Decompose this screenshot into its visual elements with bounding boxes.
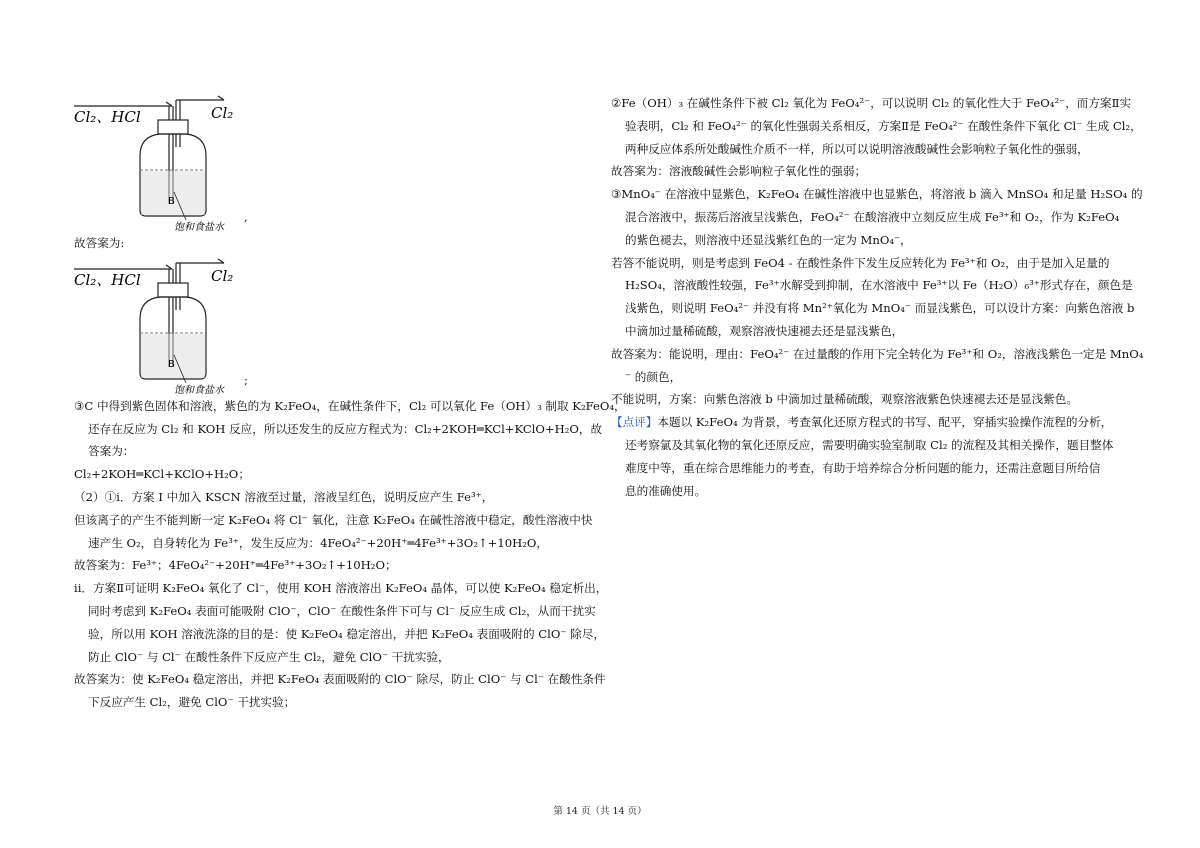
text-line: 两种反应体系所处酸碱性介质不一样，所以可以说明溶液酸碱性会影响粒子氧化性的强弱，: [625, 141, 1089, 156]
text-line: ②Fe（OH）₃ 在碱性条件下被 Cl₂ 氧化为 FeO₄²⁻，可以说明 Cl₂ 的氧化性大于 FeO₄²⁻，而方案Ⅱ实: [611, 96, 1132, 110]
text-line: 难度中等，重在综合思维能力的考查，有助于培养综合分析问题的能力，还需注意题目所给信: [625, 460, 1101, 475]
text-line: 但该离子的产生不能判断一定 K₂FeO₄ 将 Cl⁻ 氧化，注意 K₂FeO₄ 在碱性溶液中稳定，酸性溶液中快: [74, 512, 593, 527]
page-footer: 第 14 页（共 14 页）: [553, 806, 647, 817]
label-solution: 饱和食盐水: [174, 222, 224, 232]
comment-text: 本题以 K₂FeO₄ 为背景，考查氧化还原方程式的书写、配平，穿插实验操作流程的分析，: [657, 415, 1113, 430]
label-gases-in: Cl₂、HCl: [74, 108, 141, 126]
text-line: 息的准确使用。: [625, 483, 707, 498]
text-line: H₂SO₄，溶液酸性较强，Fe³⁺水解受到抑制，在水溶液中 Fe³⁺以 Fe（H₂O）₆³⁺形式存在，颜色是: [625, 278, 1133, 293]
text-line: 同时考虑到 K₂FeO₄ 表面可能吸附 ClO⁻，ClO⁻ 在酸性条件下可与 Cl⁻ 反应生成 Cl₂，从而干扰实: [88, 603, 596, 618]
comment-tag: 【点评】: [611, 415, 658, 430]
label-gas-out: Cl₂: [211, 104, 234, 122]
text-line: 中滴加过量稀硫酸，观察溶液快速褪去还是显浅紫色，: [625, 323, 904, 338]
text-line: 还考察氯及其氧化物的氧化还原反应，需要明确实验室制取 Cl₂ 的流程及其相关操作，题目整体: [625, 437, 1114, 452]
text-line: ⁻ 的颜色，: [625, 369, 682, 384]
text-line: 还存在反应为 Cl₂ 和 KOH 反应，所以还发生的反应方程式为：Cl₂+2KOH═KCl+KClO+H₂O，故: [88, 421, 603, 436]
text-line: 故答案为：溶液酸碱性会影响粒子氧化性的强弱；: [611, 164, 867, 179]
text-line: 不能说明，方案：向紫色溶液 b 中滴加过量稀硫酸，观察溶液紫色快速褪去还是显浅紫色。: [611, 392, 1078, 407]
text-line: 故答案为：能说明，理由：FeO₄²⁻ 在过量酸的作用下完全转化为 Fe³⁺和 O₂，溶液浅紫色一定是 MnO₄: [611, 346, 1144, 361]
label-gas-out: Cl₂: [211, 266, 234, 285]
figure-1-suffix: ,: [244, 210, 248, 224]
text-line: 混合溶液中，振荡后溶液呈浅紫色，FeO₄²⁻ 在酸溶液中立刻反应生成 Fe³⁺和 O₂，作为 K₂FeO₄: [625, 209, 1120, 224]
text-line: Cl₂+2KOH═KCl+KClO+H₂O；: [74, 467, 250, 482]
apparatus-figure-1: [74, 92, 594, 232]
figure-2-suffix: ;: [244, 372, 248, 387]
text-line: ③C 中得到紫色固体和溶液，紫色的为 K₂FeO₄，在碱性条件下，Cl₂ 可以氧化 Fe（OH）₃ 制取 K₂FeO₄，: [74, 398, 626, 413]
text-line: 若答不能说明，则是考虑到 FeO4 - 在酸性条件下发生反应转化为 Fe³⁺和 O₂，由于是加入足量的: [611, 255, 1110, 270]
text-line: 答案为：: [88, 444, 135, 459]
text-line: 下反应产生 Cl₂，避免 ClO⁻ 干扰实验；: [88, 695, 296, 710]
text-line: （2）①i．方案 I 中加入 KSCN 溶液至过量，溶液呈红色，说明反应产生 Fe³⁺，: [74, 489, 494, 504]
right-column: [611, 92, 1144, 502]
label-bottle: B: [168, 358, 175, 370]
answer-label: 故答案为:: [74, 236, 125, 250]
text-line: 故答案为：Fe³⁺；4FeO₄²⁻+20H⁺═4Fe³⁺+3O₂↑+10H₂O；: [74, 558, 397, 573]
text-line: 故答案为：使 K₂FeO₄ 稳定溶出，并把 K₂FeO₄ 表面吸附的 ClO⁻ 除尽，防止 ClO⁻ 与 Cl⁻ 在酸性条件: [74, 672, 606, 687]
text-line: 浅紫色，则说明 FeO₄²⁻ 并没有将 Mn²⁺氧化为 MnO₄⁻ 而显浅紫色，可以设计方案：向紫色溶液 b: [625, 301, 1135, 316]
text-line: 验表明，Cl₂ 和 FeO₄²⁻ 的氧化性强弱关系相反，方案Ⅱ是 FeO₄²⁻ 在酸性条件下氧化 Cl⁻ 生成 Cl₂，: [625, 118, 1142, 133]
text-line: 速产生 O₂，自身转化为 Fe³⁺，发生反应为：4FeO₄²⁻+20H⁺═4Fe³⁺+3O₂↑+10H₂O，: [88, 535, 549, 550]
text-line: 防止 ClO⁻ 与 Cl⁻ 在酸性条件下反应产生 Cl₂，避免 ClO⁻ 干扰实验，: [88, 649, 450, 664]
apparatus-figure-2: [74, 255, 594, 395]
label-gases-in: Cl₂、HCl: [74, 270, 141, 289]
left-column: [74, 92, 626, 714]
text-line: 的紫色褪去，则溶液中还显浅紫红色的一定为 MnO₄⁻，: [625, 232, 912, 247]
text-line: ③MnO₄⁻ 在溶液中显紫色，K₂FeO₄ 在碱性溶液中也显紫色，将溶液 b 滴入 MnSO₄ 和足量 H₂SO₄ 的: [611, 187, 1143, 202]
label-solution: 饱和食盐水: [174, 384, 224, 395]
text-line: 验，所以用 KOH 溶液洗涤的目的是：使 K₂FeO₄ 稳定溶出，并把 K₂FeO₄ 表面吸附的 ClO⁻ 除尽，: [88, 626, 605, 641]
label-bottle: B: [168, 196, 175, 207]
comment-line: [611, 411, 1132, 434]
text-line: ii．方案Ⅱ可证明 K₂FeO₄ 氧化了 Cl⁻，使用 KOH 溶液溶出 K₂FeO₄ 晶体，可以使 K₂FeO₄ 稳定析出，: [74, 581, 608, 596]
